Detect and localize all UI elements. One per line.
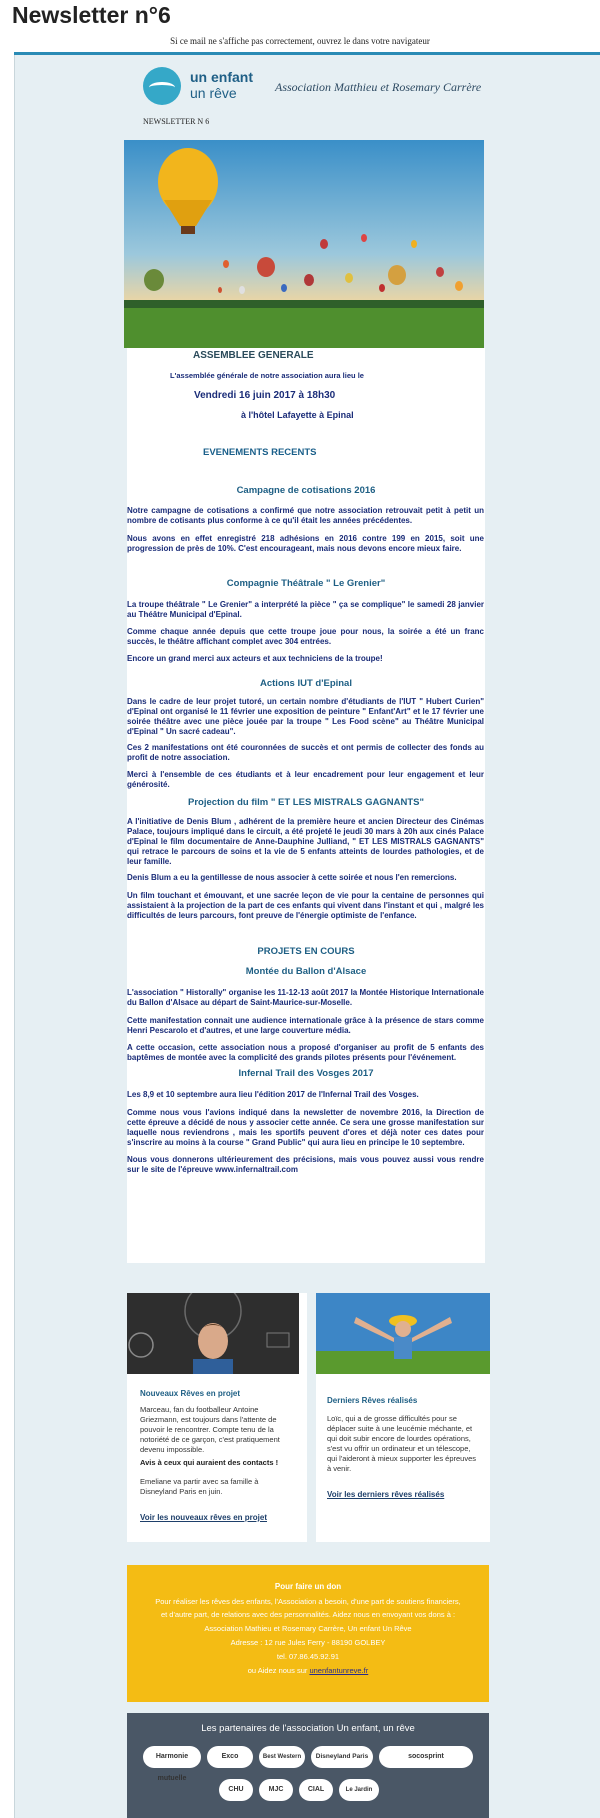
partner-logo-chu[interactable]: CHU: [219, 1779, 253, 1801]
iut-paragraph-2: Ces 2 manifestations ont été couronnées de succès et ont permis de collecter des fonds au profit de notre association.: [127, 743, 484, 762]
events-heading: EVENEMENTS RECENTS: [203, 447, 317, 458]
film-paragraph-1: A l'initiative de Denis Blum , adhérent de la première heure et ancien Directeur des Cinémas Palace, toujours impliqué dans le circuit, a été projeté le jeudi 30 mars à 20h aux cinés Palace d'Epinal le film documentaire de Anne-Dauphine Julliand, " ET LES MISTRALS GAGNANTS" qui retrace le parcours de soins et la vie de 5 enfants atteints de lourdes pathologies, et de leur famille.: [127, 817, 484, 866]
partner-logo-exco[interactable]: Exco: [207, 1746, 253, 1768]
donation-title: Pour faire un don: [274, 1582, 342, 1591]
realized-dreams-title: Derniers Rêves réalisés: [327, 1396, 418, 1405]
logo-text-line1: un enfant: [190, 69, 253, 85]
assembly-place: à l'hôtel Lafayette à Epinal: [241, 410, 354, 420]
cotisations-title: Campagne de cotisations 2016: [236, 485, 376, 496]
child-field-image: [316, 1293, 490, 1374]
partner-logo-bestwestern[interactable]: Best Western: [259, 1746, 305, 1768]
partner-logo-jardin[interactable]: Le Jardin: [339, 1779, 379, 1801]
boy-chalkboard-image: [127, 1293, 299, 1374]
page-title: Newsletter n°6: [12, 2, 171, 28]
ballon-title: Montée du Ballon d'Alsace: [245, 966, 367, 977]
film-paragraph-3: Un film touchant et émouvant, et une sacrée leçon de vie pour la centaine de personnes qui assistaient à la projection de la part de ces enfants qui vivent dans l'instant et qui , malgré les difficultés de leurs parcours, font preuve de l'énergie optimiste de l'enfance.: [127, 891, 484, 920]
partner-logo-cial[interactable]: CIAL: [299, 1779, 333, 1801]
donation-web-prefix: ou Aidez nous sur: [247, 1666, 308, 1675]
grenier-paragraph-3: Encore un grand merci aux acteurs et aux techniciens de la troupe!: [127, 654, 383, 663]
left-border: [14, 55, 15, 1818]
donation-address: Adresse : 12 rue Jules Ferry - 88190 GOLBEY: [230, 1638, 386, 1647]
browser-view-notice[interactable]: Si ce mail ne s'affiche pas correctement, ouvrez le dans votre navigateur: [170, 36, 430, 46]
iut-title: Actions IUT d'Epinal: [260, 678, 352, 689]
ballon-paragraph-1: L'association " Historally" organise les 11-12-13 août 2017 la Montée Historique Internationale du Ballon d'Alsace au départ de Saint-Maurice-sur-Moselle.: [127, 988, 484, 1007]
new-dreams-title: Nouveaux Rêves en projet: [140, 1389, 241, 1398]
donation-web-link[interactable]: unenfantunreve.fr: [309, 1666, 369, 1675]
trail-paragraph-2: Comme nous vous l'avions indiqué dans la newsletter de novembre 2016, la Direction de cette épreuve a décidé de nous y associer cette année. Ce sera une grosse manifestation sur laquelle nous reviendrons , mais les sportifs peuvent d'ores et déjà noter ces dates pour s'inscrire au moins à la course " Grand Public" qui aura lieu en principe le 10 septembre.: [127, 1108, 484, 1147]
grenier-title: Compagnie Théâtrale " Le Grenier": [226, 578, 386, 589]
partner-logo-mjc[interactable]: MJC: [259, 1779, 293, 1801]
film-title: Projection du film " ET LES MISTRALS GAGNANTS": [188, 797, 424, 808]
trail-paragraph-1: Les 8,9 et 10 septembre aura lieu l'édition 2017 de l'Infernal Trail des Vosges.: [127, 1090, 419, 1099]
realized-dreams-paragraph: Loïc, qui a de grosse difficultés pour se déplacer suite à une leucémie méchante, et qui doit subir encore de lourdes opérations, s'est vu offrir un ordinateur et un télescope, qui l'aideront à mieux supporter les épreuves à venir.: [327, 1414, 477, 1473]
donation-line-2: et d'autre part, de relations avec des personnalités. Aidez nous en envoyant vos dons à :: [160, 1610, 456, 1619]
iut-paragraph-1: Dans le cadre de leur projet tutoré, un certain nombre d'étudiants de l'IUT " Hubert Curien" d'Epinal ont organisé le 11 février une exposition de peinture " Enfant'Art" et le 17 février une soirée théâtre avec une pièce jouée par la troupe " Les Food scène" au Théâtre Municipal d'Epinal " Un sacré cadeau".: [127, 697, 484, 736]
logo-text-line2: un rêve: [190, 85, 237, 101]
trail-title: Infernal Trail des Vosges 2017: [238, 1068, 374, 1079]
partner-logo-harmonie[interactable]: Harmonie mutuelle: [143, 1746, 201, 1768]
ballon-paragraph-3: A cette occasion, cette association nous a proposé d'organiser au profit de 5 enfants des baptêmes de montée avec la complicité des grands pilotes présents pour l'événement.: [127, 1043, 484, 1062]
projects-heading: PROJETS EN COURS: [257, 946, 355, 957]
iut-paragraph-3: Merci à l'ensemble de ces étudiants et à leur encadrement pour leur engagement et leur générosité.: [127, 770, 484, 789]
logo-wave-icon: [149, 82, 175, 93]
left-margin-panel: [0, 348, 14, 1048]
partner-logo-disneyland[interactable]: Disneyland Paris: [311, 1746, 373, 1768]
cotisations-paragraph-1: Notre campagne de cotisations a confirmé que notre association retrouvait petit à petit un nombre de cotisants plus conforme à ce qu'il était les années précédentes.: [127, 506, 484, 525]
new-dreams-paragraph-3: Emeliane va partir avec sa famille à Disneyland Paris en juin.: [140, 1477, 259, 1496]
film-paragraph-2: Denis Blum a eu la gentillesse de nous associer à cette soirée et nous l'en remercions.: [127, 873, 457, 882]
grenier-paragraph-1: La troupe théâtrale " Le Grenier" a interprété la pièce " ça se complique" le samedi 28 janvier au Théâtre Municipal d'Epinal.: [127, 600, 484, 619]
assembly-date: Vendredi 16 juin 2017 à 18h30: [194, 390, 336, 401]
partners-panel: [127, 1713, 489, 1818]
new-dreams-paragraph-2: Avis à ceux qui auraient des contacts !: [140, 1458, 279, 1467]
newsletter-label: NEWSLETTER N 6: [143, 117, 210, 126]
grenier-paragraph-2: Comme chaque année depuis que cette troupe joue pour nous, la soirée a été un franc succès, le théâtre affichant complet avec 304 entrées.: [127, 627, 484, 646]
new-dreams-paragraph-1: Marceau, fan du footballeur Antoine Griezmann, est toujours dans l'attente de pouvoir le rencontrer. Compte tenu de la notoriété de ce garçon, c'est pratiquement devenu impossible.: [140, 1405, 280, 1454]
ballon-paragraph-2: Cette manifestation connait une audience internationale grâce à la présence de stars comme Henri Pescarolo et d'autres, et une large couverture média.: [127, 1016, 484, 1035]
donation-panel: [127, 1565, 489, 1702]
new-dreams-link[interactable]: Voir les nouveaux rêves en projet: [140, 1513, 268, 1522]
donation-line-1: Pour réaliser les rêves des enfants, l'Association a besoin, d'une part de soutiens financiers,: [155, 1597, 461, 1606]
partners-title: Les partenaires de l'association Un enfant, un rêve: [201, 1723, 415, 1734]
assembly-intro: L'assemblée générale de notre association aura lieu le: [170, 371, 364, 380]
trail-paragraph-3: Nous vous donnerons ultérieurement des précisions, mais vous pouvez aussi vous rendre sur le site de l'épreuve www.infernaltrail.com: [127, 1155, 484, 1174]
donation-phone: tel. 07.86.45.92.91: [276, 1652, 340, 1661]
donation-web-line: [127, 1666, 489, 1675]
partner-logo-socosprint[interactable]: socosprint: [379, 1746, 473, 1768]
cotisations-paragraph-2: Nous avons en effet enregistré 218 adhésions en 2016 contre 199 en 2015, soit une progression de près de 10%. C'est encourageant, mais nous devons encore mieux faire.: [127, 534, 484, 553]
assembly-heading: ASSEMBLEE GENERALE: [193, 350, 314, 361]
hero-balloons-image: [124, 140, 484, 348]
realized-dreams-link[interactable]: Voir les derniers rêves réalisés: [327, 1490, 445, 1499]
association-name: Association Matthieu et Rosemary Carrère: [275, 80, 482, 94]
donation-line-3: Association Mathieu et Rosemary Carrère, Un enfant Un Rêve: [204, 1624, 412, 1633]
